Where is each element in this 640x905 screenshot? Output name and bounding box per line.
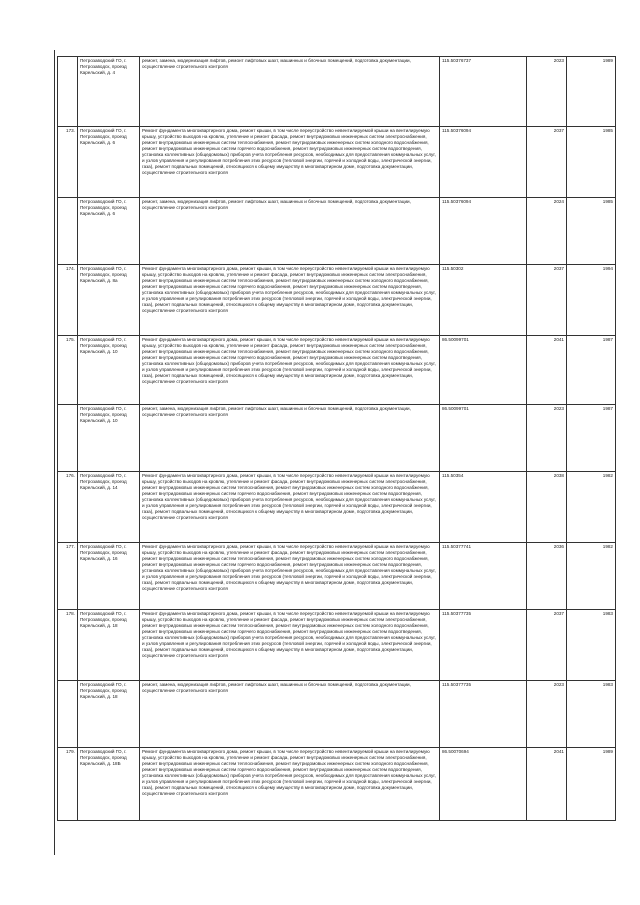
build-year-cell: 1982: [567, 543, 616, 610]
address-cell: Петрозаводский ГО, г. Петрозаводск, проезд Карельский, д. 4: [78, 57, 140, 127]
table-row: [58, 748, 616, 821]
work-description-cell: Ремонт фундамента многоквартирного дома, ремонт крыши, в том числе переустройство невентилируемой крыши на вентилируемую крышу, устройство выходов на кровлю, утепление и ремонт фасада, ремонт внутридомовых инженерных систем электроснабжения, ремонт внутридомовых инженерных систем теплоснабжения, ремонт внутридомовых инженерных систем холодного водоснабжения, ремонт внутридомовых инженерных систем горячего водоснабжения, ремонт внутридомовых инженерных систем водоотведения, установка коллективных (общедомовых) приборов учета потребления ресурсов, необходимых для предоставления коммунальных услуг, и узлов управления и регулирования потребления этих ресурсов (тепловой энергии, горячей и холодной воды, электрической энергии, газа), ремонт подвальных помещений, относящихся к общему имуществу в многоквартирном доме, подготовка документации, осуществление строительного контроля: [140, 543, 440, 610]
row-number: 173.: [58, 127, 78, 198]
table-row: [58, 57, 616, 127]
table-row: [58, 610, 616, 681]
cost-cell: 86.50070694: [440, 748, 527, 821]
planned-year-cell: 2023: [527, 681, 567, 748]
address-cell: Петрозаводский ГО, г. Петрозаводск, проезд Карельский, д. 8а: [78, 265, 140, 336]
row-number: 178.: [58, 610, 78, 681]
row-number: 176.: [58, 472, 78, 543]
table-row: [58, 681, 616, 748]
work-description-cell: ремонт, замена, модернизация лифтов, ремонт лифтовых шахт, машинных и блочных помещений, подготовка документации, осуществление строительного контроля: [140, 57, 440, 127]
cost-cell: 115.50377735: [440, 610, 527, 681]
build-year-cell: 1985: [567, 127, 616, 198]
cost-cell: 115.50377735: [440, 681, 527, 748]
row-number: 174.: [58, 265, 78, 336]
address-cell: Петрозаводский ГО, г. Петрозаводск, проезд Карельский, д. 6: [78, 127, 140, 198]
cost-cell: 115.50377741: [440, 543, 527, 610]
planned-year-cell: 2037: [527, 265, 567, 336]
work-description-cell: Ремонт фундамента многоквартирного дома, ремонт крыши, в том числе переустройство невентилируемой крыши на вентилируемую крышу, устройство выходов на кровлю, утепление и ремонт фасада, ремонт внутридомовых инженерных систем электроснабжения, ремонт внутридомовых инженерных систем теплоснабжения, ремонт внутридомовых инженерных систем холодного водоснабжения, ремонт внутридомовых инженерных систем горячего водоснабжения, ремонт внутридомовых инженерных систем водоотведения, установка коллективных (общедомовых) приборов учета потребления ресурсов, необходимых для предоставления коммунальных услуг, и узлов управления и регулирования потребления этих ресурсов (тепловой энергии, горячей и холодной воды, электрической энергии, газа), ремонт подвальных помещений, относящихся к общему имуществу в многоквартирном доме, подготовка документации, осуществление строительного контроля: [140, 610, 440, 681]
address-cell: Петрозаводский ГО, г. Петрозаводск, проезд Карельский, д. 18: [78, 681, 140, 748]
build-year-cell: 1985: [567, 198, 616, 265]
build-year-cell: 1989: [567, 57, 616, 127]
address-cell: Петрозаводский ГО, г. Петрозаводск, проезд Карельский, д. 18: [78, 610, 140, 681]
work-description-cell: Ремонт фундамента многоквартирного дома, ремонт крыши, в том числе переустройство невентилируемой крыши на вентилируемую крышу, устройство выходов на кровлю, утепление и ремонт фасада, ремонт внутридомовых инженерных систем электроснабжения, ремонт внутридомовых инженерных систем теплоснабжения, ремонт внутридомовых инженерных систем холодного водоснабжения, ремонт внутридомовых инженерных систем горячего водоснабжения, ремонт внутридомовых инженерных систем водоотведения, установка коллективных (общедомовых) приборов учета потребления ресурсов, необходимых для предоставления коммунальных услуг, и узлов управления и регулирования потребления этих ресурсов (тепловой энергии, горячей и холодной воды, электрической энергии, газа), ремонт подвальных помещений, относящихся к общему имуществу в многоквартирном доме, подготовка документации, осуществление строительного контроля: [140, 336, 440, 405]
cost-cell: 115.50376737: [440, 57, 527, 127]
cost-cell: 86.50099701: [440, 405, 527, 472]
planned-year-cell: 2041: [527, 748, 567, 821]
table-row: [58, 198, 616, 265]
address-cell: Петрозаводский ГО, г. Петрозаводск, проезд Карельский, д. 10: [78, 336, 140, 405]
address-cell: Петрозаводский ГО, г. Петрозаводск, проезд Карельский, д. 14: [78, 472, 140, 543]
row-number: [58, 57, 78, 127]
row-number: [58, 198, 78, 265]
address-cell: Петрозаводский ГО, г. Петрозаводск, проезд Карельский, д. 18Б: [78, 748, 140, 821]
build-year-cell: 1983: [567, 681, 616, 748]
work-description-cell: Ремонт фундамента многоквартирного дома, ремонт крыши, в том числе переустройство невентилируемой крыши на вентилируемую крышу, устройство выходов на кровлю, утепление и ремонт фасада, ремонт внутридомовых инженерных систем электроснабжения, ремонт внутридомовых инженерных систем теплоснабжения, ремонт внутридомовых инженерных систем холодного водоснабжения, ремонт внутридомовых инженерных систем горячего водоснабжения, ремонт внутридомовых инженерных систем водоотведения, установка коллективных (общедомовых) приборов учета потребления ресурсов, необходимых для предоставления коммунальных услуг, и узлов управления и регулирования потребления этих ресурсов (тепловой энергии, горячей и холодной воды, электрической энергии, газа), ремонт подвальных помещений, относящихся к общему имуществу в многоквартирном доме, подготовка документации, осуществление строительного контроля: [140, 472, 440, 543]
work-description-cell: ремонт, замена, модернизация лифтов, ремонт лифтовых шахт, машинных и блочных помещений, подготовка документации, осуществление строительного контроля: [140, 405, 440, 472]
planned-year-cell: 2036: [527, 543, 567, 610]
build-year-cell: 1989: [567, 748, 616, 821]
table-row: [58, 336, 616, 405]
work-description-cell: ремонт, замена, модернизация лифтов, ремонт лифтовых шахт, машинных и блочных помещений, подготовка документации, осуществление строительного контроля: [140, 198, 440, 265]
address-cell: Петрозаводский ГО, г. Петрозаводск, проезд Карельский, д. 16: [78, 543, 140, 610]
cost-cell: 115.50354: [440, 472, 527, 543]
repair-schedule-table: [57, 56, 616, 821]
build-year-cell: 1982: [567, 472, 616, 543]
build-year-cell: 1994: [567, 265, 616, 336]
planned-year-cell: 2024: [527, 198, 567, 265]
table-row: [58, 265, 616, 336]
work-description-cell: Ремонт фундамента многоквартирного дома, ремонт крыши, в том числе переустройство невентилируемой крыши на вентилируемую крышу, устройство выходов на кровлю, утепление и ремонт фасада, ремонт внутридомовых инженерных систем электроснабжения, ремонт внутридомовых инженерных систем теплоснабжения, ремонт внутридомовых инженерных систем холодного водоснабжения, ремонт внутридомовых инженерных систем горячего водоснабжения, ремонт внутридомовых инженерных систем водоотведения, установка коллективных (общедомовых) приборов учета потребления ресурсов, необходимых для предоставления коммунальных услуг, и узлов управления и регулирования потребления этих ресурсов (тепловой энергии, горячей и холодной воды, электрической энергии, газа), ремонт подвальных помещений, относящихся к общему имуществу в многоквартирном доме, подготовка документации, осуществление строительного контроля: [140, 748, 440, 821]
planned-year-cell: 2037: [527, 610, 567, 681]
planned-year-cell: 2023: [527, 57, 567, 127]
row-number: [58, 405, 78, 472]
work-description-cell: Ремонт фундамента многоквартирного дома, ремонт крыши, в том числе переустройство невентилируемой крыши на вентилируемую крышу, устройство выходов на кровлю, утепление и ремонт фасада, ремонт внутридомовых инженерных систем электроснабжения, ремонт внутридомовых инженерных систем теплоснабжения, ремонт внутридомовых инженерных систем холодного водоснабжения, ремонт внутридомовых инженерных систем горячего водоснабжения, ремонт внутридомовых инженерных систем водоотведения, установка коллективных (общедомовых) приборов учета потребления ресурсов, необходимых для предоставления коммунальных услуг, и узлов управления и регулирования потребления этих ресурсов (тепловой энергии, горячей и холодной воды, электрической энергии, газа), ремонт подвальных помещений, относящихся к общему имуществу в многоквартирном доме, подготовка документации, осуществление строительного контроля: [140, 265, 440, 336]
cost-cell: 115.50376094: [440, 127, 527, 198]
work-description-cell: ремонт, замена, модернизация лифтов, ремонт лифтовых шахт, машинных и блочных помещений, подготовка документации, осуществление строительного контроля: [140, 681, 440, 748]
work-description-cell: Ремонт фундамента многоквартирного дома, ремонт крыши, в том числе переустройство невентилируемой крыши на вентилируемую крышу, устройство выходов на кровлю, утепление и ремонт фасада, ремонт внутридомовых инженерных систем электроснабжения, ремонт внутридомовых инженерных систем теплоснабжения, ремонт внутридомовых инженерных систем холодного водоснабжения, ремонт внутридомовых инженерных систем горячего водоснабжения, ремонт внутридомовых инженерных систем водоотведения, установка коллективных (общедомовых) приборов учета потребления ресурсов, необходимых для предоставления коммунальных услуг, и узлов управления и регулирования потребления этих ресурсов (тепловой энергии, горячей и холодной воды, электрической энергии, газа), ремонт подвальных помещений, относящихся к общему имуществу в многоквартирном доме, подготовка документации, осуществление строительного контроля: [140, 127, 440, 198]
page-margin-line: [54, 50, 55, 855]
build-year-cell: 1987: [567, 336, 616, 405]
table-row: [58, 543, 616, 610]
row-number: 179.: [58, 748, 78, 821]
planned-year-cell: 2041: [527, 336, 567, 405]
cost-cell: 86.50099701: [440, 336, 527, 405]
cost-cell: 115.50302: [440, 265, 527, 336]
build-year-cell: 1987: [567, 405, 616, 472]
cost-cell: 115.50376094: [440, 198, 527, 265]
row-number: [58, 681, 78, 748]
table-row: [58, 405, 616, 472]
planned-year-cell: 2023: [527, 405, 567, 472]
planned-year-cell: 2037: [527, 127, 567, 198]
address-cell: Петрозаводский ГО, г. Петрозаводск, проезд Карельский, д. 6: [78, 198, 140, 265]
table-row: [58, 472, 616, 543]
address-cell: Петрозаводский ГО, г. Петрозаводск, проезд Карельский, д. 10: [78, 405, 140, 472]
planned-year-cell: 2038: [527, 472, 567, 543]
row-number: 177.: [58, 543, 78, 610]
row-number: 175.: [58, 336, 78, 405]
build-year-cell: 1983: [567, 610, 616, 681]
table-row: [58, 127, 616, 198]
